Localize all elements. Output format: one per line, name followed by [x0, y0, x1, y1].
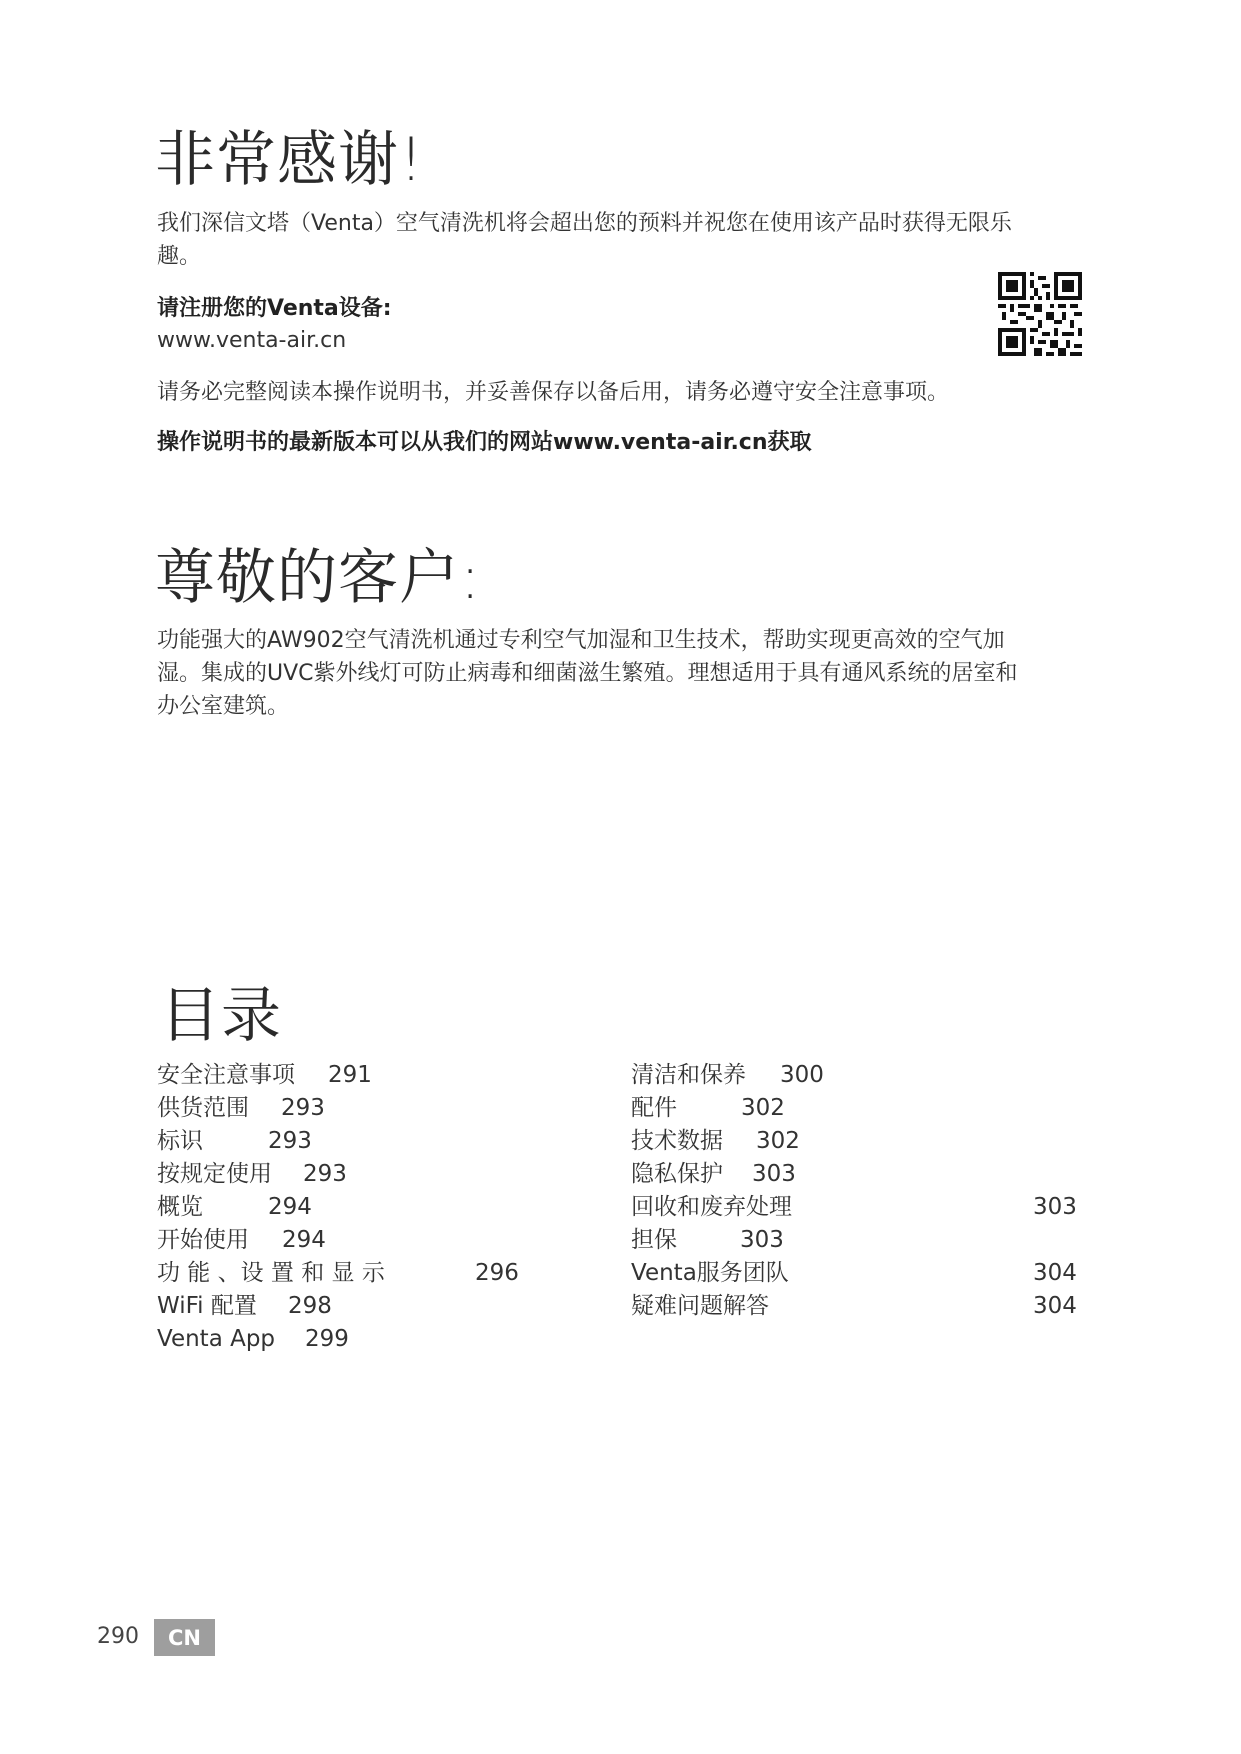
- toc-item-page: 294: [268, 1194, 312, 1220]
- toc-item-page: 303: [740, 1227, 784, 1253]
- toc-item-label[interactable]: Venta服务团队: [631, 1260, 789, 1286]
- language-badge: CN: [154, 1619, 215, 1656]
- toc-item-page: 296: [475, 1260, 519, 1286]
- toc-item-label[interactable]: 安全注意事项: [157, 1062, 295, 1088]
- toc-item-label[interactable]: Venta App: [157, 1326, 276, 1352]
- customer-title: 尊敬的客户:: [155, 543, 482, 613]
- toc-title: 目录: [160, 981, 282, 1051]
- toc-item-label[interactable]: 功 能 、设 置 和 显 示: [157, 1260, 385, 1286]
- thanks-intro-line2: 趣。: [157, 244, 202, 269]
- qr-code-icon[interactable]: [998, 272, 1082, 356]
- toc-item-label[interactable]: 疑难问题解答: [631, 1293, 769, 1319]
- toc-item-label[interactable]: 担保: [631, 1227, 677, 1253]
- toc-item-page: 299: [305, 1326, 349, 1352]
- toc-item-page: 304: [1033, 1293, 1077, 1319]
- toc-item-page: 303: [752, 1161, 796, 1187]
- toc-item-label[interactable]: 开始使用: [157, 1227, 249, 1253]
- toc-item-label[interactable]: 概览: [157, 1194, 203, 1220]
- latest-version-text: 操作说明书的最新版本可以从我们的网站www.venta-air.cn获取: [157, 430, 812, 455]
- page-number: 290: [97, 1624, 139, 1649]
- toc-item-page: 304: [1033, 1260, 1077, 1286]
- toc-item-label[interactable]: 配件: [631, 1095, 677, 1121]
- register-url[interactable]: www.venta-air.cn: [157, 328, 347, 353]
- toc-item-label[interactable]: 清洁和保养: [631, 1062, 746, 1088]
- toc-item-page: 291: [328, 1062, 372, 1088]
- toc-item-label[interactable]: 供货范围: [157, 1095, 249, 1121]
- instructions-text: 请务必完整阅读本操作说明书，并妥善保存以备后用，请务必遵守安全注意事项。: [157, 380, 950, 405]
- customer-line3: 办公室建筑。: [157, 694, 290, 719]
- toc-item-page: 293: [268, 1128, 312, 1154]
- toc-item-page: 293: [303, 1161, 347, 1187]
- toc-item-page: 303: [1033, 1194, 1077, 1220]
- toc-item-page: 293: [281, 1095, 325, 1121]
- toc-item-label[interactable]: 回收和废弃处理: [631, 1194, 792, 1220]
- toc-item-label[interactable]: 按规定使用: [157, 1161, 272, 1187]
- toc-item-page: 302: [741, 1095, 785, 1121]
- toc-item-label[interactable]: 标识: [157, 1128, 203, 1154]
- customer-line2: 湿。集成的UVC紫外线灯可防止病毒和细菌滋生繁殖。理想适用于具有通风系统的居室和: [157, 661, 1018, 686]
- toc-item-page: 298: [288, 1293, 332, 1319]
- toc-item-label[interactable]: 隐私保护: [631, 1161, 723, 1187]
- toc-item-page: 294: [282, 1227, 326, 1253]
- thanks-intro-line1: 我们深信文塔（Venta）空气清洗机将会超出您的预料并祝您在使用该产品时获得无限乐: [157, 211, 1012, 236]
- toc-item-label[interactable]: WiFi 配置: [157, 1293, 257, 1319]
- toc-item-page: 302: [756, 1128, 800, 1154]
- thanks-title: 非常感谢!: [155, 125, 425, 195]
- toc-item-label[interactable]: 技术数据: [631, 1128, 723, 1154]
- customer-line1: 功能强大的AW902空气清洗机通过专利空气加湿和卫生技术，帮助实现更高效的空气加: [157, 628, 1005, 653]
- register-label: 请注册您的Venta设备:: [157, 296, 392, 321]
- toc-item-page: 300: [780, 1062, 824, 1088]
